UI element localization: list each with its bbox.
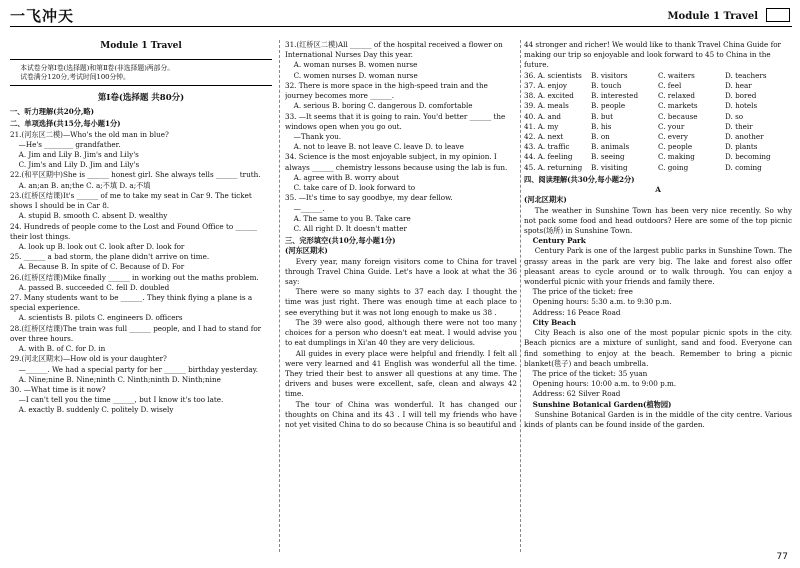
spot-2-hours: Opening hours: 10:00 a.m. to 9:00 p.m. [532,379,677,389]
option-row [524,91,792,101]
option: 39. A. meals [524,101,569,111]
text-line: The tour of China was wonderful. It has changed our thoughts on China and its 43 . I will tell my friends who have not yet visited China to do so because China is so beautiful and [285,399,517,430]
option-row [524,112,792,122]
option: 45. A. returning [524,162,583,172]
spot-1-hours: Opening hours: 5:30 a.m. to 9:30 p.m. [532,297,672,307]
text-line: —He's ________ grandfather. [18,139,121,149]
text-line: A. woman nurses B. women nurse [293,60,418,70]
text-line: 23.(红桥区结课)It's ______ of me to take my seat in Car 9. The ticket shows I should be in Car 8. [10,190,252,211]
exam-note-1: 本试卷分第Ⅰ卷(选择题)和第Ⅱ卷(非选择题)两部分。 [20,63,175,72]
text-line: A. The same to you B. Take care [293,213,411,223]
spot-1-text: Century Park is one of the largest public parks in Sunshine Town. The grassy areas in the park are very big. The lake and forest also offer pleasant areas to cycle around or to walk through. You can enjoy a wonderful picnic with your friends and family there. [524,246,792,287]
text-line: 34. Science is the most enjoyable subject, in my opinion. I always ______ chemistry lessons because using the lab is fun. [285,152,508,172]
header-book-icon [766,8,790,22]
option: C. because [658,111,698,121]
option: D. plants [725,142,758,152]
text-line: 21.(河东区二模)—Who's the old man in blue? [10,129,169,139]
header-module-title: Module 1 Travel [667,11,758,22]
text-line: (河东区期末) [285,246,328,256]
text-line: 31.(红桥区二模)All ______ of the hospital received a flower on International Nurses Day this year. [285,40,503,60]
option: B. seeing [591,152,625,162]
option: B. interested [591,91,639,101]
text-line: 一、听力理解(共20分,略) [10,107,94,117]
text-line: A. Jim and Lily B. Jim's and Lily's [18,149,139,159]
text-line: The 39 were also good, although there were not too many choices for a person who doesn't eat meat. I would advise you to eat dumplings in Xi'an 40 they are very delicious. [285,317,517,348]
option: D. teachers [725,70,767,80]
text-line: 32. There is more space in the high-speed train and the journey becomes more ______. [285,80,488,101]
text-line: 29.(河北区期末)—How old is your daughter? [10,354,167,364]
text-line: A. serious B. boring C. dangerous D. comfortable [293,101,473,111]
text-line: 28.(红桥区结课)The train was full ______ people, and I had to stand for over three hours. [10,323,262,343]
option: 41. A. my [524,121,559,131]
spot-2-title: City Beach [532,317,576,327]
spot-1-address: Address: 16 Peace Road [532,307,621,317]
text-line: 24. Hundreds of people come to the Lost and Found Office to ______ their lost things. [10,221,258,241]
option: 38. A. excited [524,91,574,101]
option: 40. A. and [524,111,561,121]
text-line: C. All right D. It doesn't matter [293,223,407,233]
question-list-middle [285,40,517,430]
text-line: There were so many sights to 37 each day. I thought the time was just right. There was enough time at each place to see everything but it was not long enough to make us 38 . [285,287,517,317]
option-row [524,71,792,81]
column-divider-2 [520,40,521,552]
column-middle [285,40,517,552]
text-line: A. not to leave B. not leave C. leave D. to leave [293,142,464,152]
option-row [524,132,792,142]
option: D. another [725,131,764,141]
option: B. his [591,121,612,131]
text-line: A. exactly B. suddenly C. politely D. wisely [18,405,174,415]
text-line: 44 stronger and richer! We would like to thank Travel China Guide for making our trip so enjoyable and look forward to 45 to China in the future. [524,40,781,70]
exam-note-2: 试卷满分120分,考试时间100分钟。 [20,73,130,82]
option: 36. A. scientists [524,70,582,80]
option: B. visiting [591,162,628,172]
option-row [524,122,792,132]
text-line: A. an;an B. an;the C. a;不填 D. a;不填 [18,180,151,190]
option: D. becoming [725,152,771,162]
option: 44. A. feeling [524,152,573,162]
page-header [0,0,800,34]
reading-intro: The weather in Sunshine Town has been very nice recently. So why not pack some food and head outdoors? Here are some of the top picnic spots(场所) in Sunshine Town. [524,205,792,235]
option: 42. A. next [524,131,564,141]
header-rule [10,26,792,27]
spot-2-text: City Beach is also one of the most popular picnic spots in the city. Beach picnics are a mixture of sunlight, sand and food. Everyone can find something to enjoy at the beach. Remember to bring a picnic blanket(毯子) and beach umbrella. [524,328,792,368]
option: C. waiters [658,70,695,80]
option: B. visitors [591,70,628,80]
reading-source: (河北区期末) [524,195,567,205]
text-line: C. Jim's and Lily D. Jim and Lily's [18,160,140,170]
option: C. feel [658,80,682,90]
text-line: —I can't tell you the time ______, but I know it's too late. [18,395,224,405]
column-left [10,40,272,552]
spot-3-text: Sunshine Botanical Garden is in the middle of the city centre. Various kinds of plants can be found inside of the garden. [524,409,792,430]
text-line: A. scientists B. pilots C. engineers D. officers [18,313,183,323]
text-line: 22.(和平区期中)She is ______ honest girl. She always tells ______ truth. [10,170,261,180]
option: D. bored [725,91,757,101]
column-right [524,40,792,552]
cloze-text-end [524,40,792,71]
text-line: 26.(红桥区结课)Mike finally ______ in working out the maths problem. [10,272,259,282]
cloze-options [524,71,792,173]
option: C. making [658,152,695,162]
part-title: 第Ⅰ卷(选择题 共80分) [97,93,185,104]
text-line: —______. We had a special party for her ______ birthday yesterday. [18,364,259,374]
text-line: Every year, many foreign visitors come to China for travel through Travel China Guide. Let's have a look at what the 36 say: [285,256,517,287]
option: D. their [725,121,753,131]
option-row [524,81,792,91]
title-rule [10,59,272,60]
text-line: 33. —It seems that it is going to rain. You'd better ______ the windows open when you go out. [285,111,506,131]
option: C. every [658,131,688,141]
option: D. hotels [725,101,758,111]
option: C. your [658,121,685,131]
option: C. people [658,142,693,152]
option-row [524,142,792,152]
option: B. on [591,131,610,141]
option: D. coming [725,162,762,172]
option: B. touch [591,80,622,90]
option-row [524,152,792,162]
text-line: C. take care of D. look forward to [293,183,416,193]
text-line: A. look up B. look out C. look after D. look for [18,241,185,251]
page-number: 77 [776,552,788,563]
option: B. people [591,101,626,111]
text-line: A. stupid B. smooth C. absent D. wealthy [18,211,168,221]
text-line: 35. —It's time to say goodbye, my dear fellow. [285,193,453,203]
text-line: C. women nurses D. woman nurse [293,70,418,80]
option: D. hear [725,80,752,90]
text-line: All guides in every place were helpful and friendly. I felt all were very learned and 41 English was wonderful all the time. They tried their best to answer all questions at any time. The drivers and buses were excellent, safe, clean and always 42 time. [285,348,517,399]
text-line: —Thank you. [293,131,342,141]
option: B. animals [591,142,630,152]
note-rule [10,85,272,86]
text-line: —______. [293,203,325,213]
text-line: 30. —What time is it now? [10,385,106,395]
text-line: 二、单项选择(共15分,每小题1分) [10,119,121,129]
text-line: A. Because B. In spite of C. Because of D. For [18,262,185,272]
brand-logo: 一飞冲天 [10,7,75,25]
text-line: 三、完形填空(共10分,每小题1分) [285,236,396,246]
spot-2-price: The price of the ticket: 35 yuan [532,369,648,378]
text-line: 25. ______ a bad storm, the plane didn't arrive on time. [10,252,210,262]
option: C. markets [658,101,698,111]
text-line: A. passed B. succeeded C. fell D. doubled [18,282,170,292]
option: D. so [725,111,744,121]
option-row [524,101,792,111]
text-line: A. agree with B. worry about [293,172,400,182]
column-divider-1 [279,40,280,552]
option: C. relaxed [658,91,695,101]
spot-2-address: Address: 62 Silver Road [532,389,621,399]
reading-letter: A [655,185,661,195]
option: C. going [658,162,689,172]
option-row [524,163,792,173]
spot-3-title: Sunshine Botanical Garden(植物园) [532,399,672,409]
spot-1-price: The price of the ticket: free [532,287,633,297]
text-line: A. Nine;nine B. Nine;ninth C. Ninth;ninth D. Ninth;nine [18,374,221,384]
option: 43. A. traffic [524,142,570,152]
text-line: 27. Many students want to be ______. They think flying a plane is a special experience. [10,293,253,313]
option: B. but [591,111,613,121]
text-line: A. with B. of C. for D. in [18,344,106,354]
module-title: Module 1 Travel [100,41,182,51]
spot-1-title: Century Park [532,236,586,246]
question-list-left [10,107,272,416]
option: 37. A. enjoy [524,80,567,90]
reading-heading: 四、阅读理解(共30分,每小题2分) [524,174,635,184]
